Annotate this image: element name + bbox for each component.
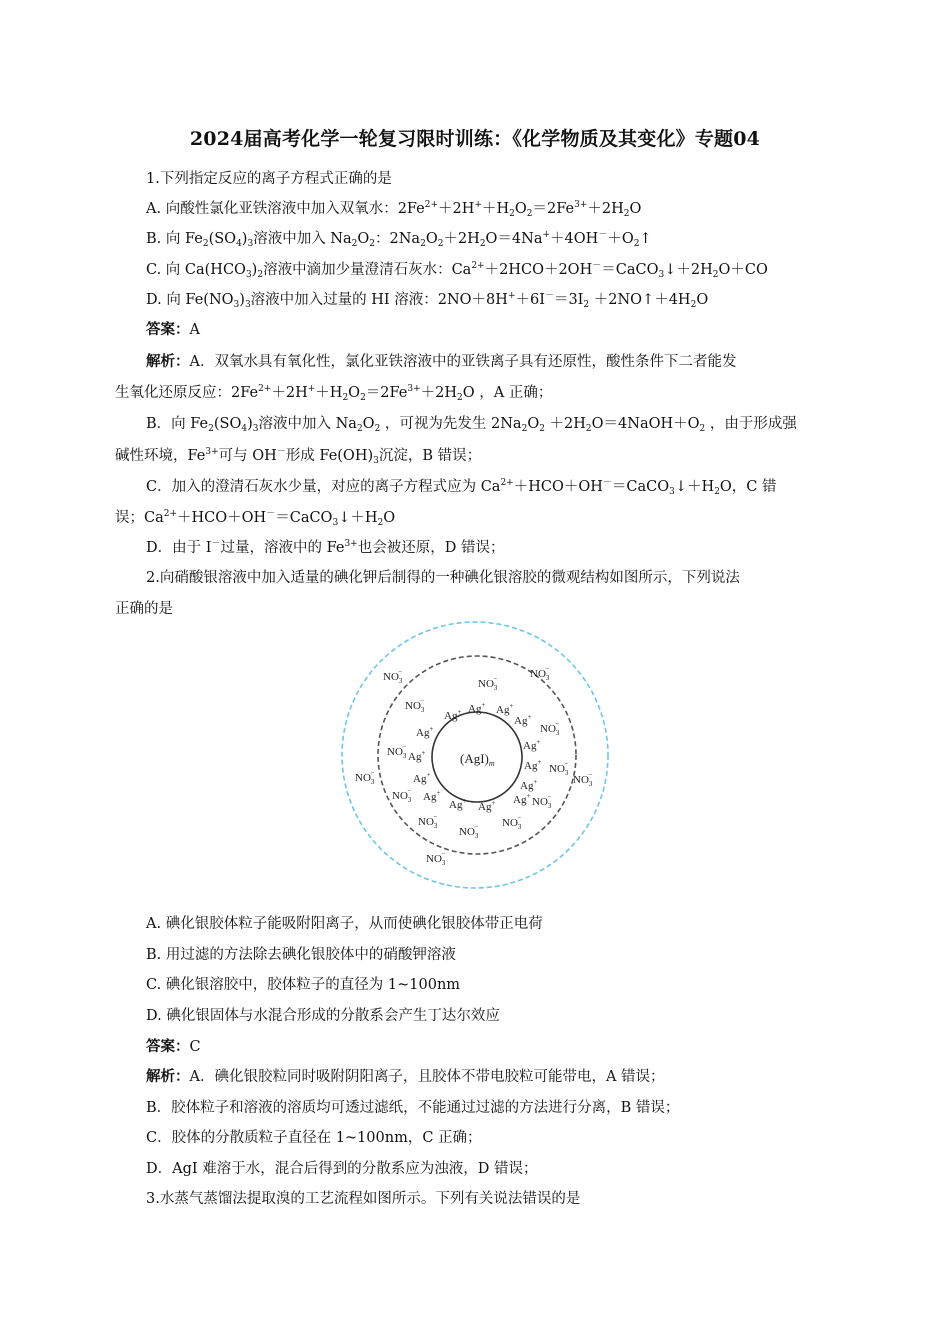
nitrate-ion-label: $NO_3-$ (355, 769, 375, 786)
nitrate-ion-label: $NO_3-$ (549, 760, 569, 777)
q1-analysis-c-line2: 误；$Ca^{2+}+HCO+OH^-=CaCO_3↓+H_2O$ (115, 509, 396, 528)
nitrate-ion-label: $NO_3-$ (540, 720, 560, 737)
ag-ion-label: Ag+ (496, 702, 514, 716)
ag-ion-label: Ag+ (413, 771, 431, 785)
q2-analysis-b: B．胶体粒子和溶液的溶质均可透过滤纸，不能通过过滤的方法进行分离，B 错误； (146, 1100, 680, 1116)
q3-stem: 3.水蒸气蒸馏法提取溴的工艺流程如图所示。下列有关说法错误的是 (146, 1191, 581, 1207)
nitrate-ion-label: $NO_3-$ (530, 665, 550, 682)
q1-analysis-a-line2: 生氧化还原反应：$2Fe^{2+}+2H^++H_2O_2=2Fe^{3+}+2H_2O$ ，A 正确； (115, 384, 553, 403)
q1-option-b: B. 向 $Fe_2(SO_4)_3$溶液中加入 $Na_2O_2$：$2Na_2O_2+2H_2O=4Na^++4OH^-+O_2↑$ (146, 230, 652, 249)
q2-option-a: A. 碘化银胶体粒子能吸附阳离子，从而使碘化银胶体带正电荷 (146, 916, 543, 932)
ag-ion-label: Ag+ (513, 792, 531, 806)
document-title: 2024届高考化学一轮复习限时训练：《化学物质及其变化》专题04 (189, 128, 761, 150)
nitrate-ion-label: $NO_3-$ (532, 793, 552, 810)
q2-option-d: D. 碘化银固体与水混合形成的分散系会产生丁达尔效应 (146, 1008, 500, 1024)
q2-option-b: B. 用过滤的方法除去碘化银胶体中的硝酸钾溶液 (146, 947, 456, 963)
ag-ion-label: Ag+ (524, 758, 542, 772)
q1-analysis-d: D．由于 I－过量，溶液中的 $Fe^{3+}$也会被还原，D 错误； (146, 539, 505, 556)
q1-answer: 答案：A (146, 321, 200, 338)
ag-ion-label: Ag+ (423, 789, 441, 803)
q2-stem-line2: 正确的是 (115, 601, 173, 617)
q1-analysis-a-line1: 解析：A．双氧水具有氧化性，氯化亚铁溶液中的亚铁离子具有还原性，酸性条件下二者能发 (146, 353, 737, 370)
q2-option-c: C. 碘化银溶胶中，胶体粒子的直径为 1~100nm (146, 977, 461, 993)
q2-stem-line1: 2.向硝酸银溶液中加入适量的碘化钾后制得的一种碘化银溶胶的微观结构如图所示，下列说法 (146, 570, 740, 586)
nitrate-ion-label: $NO_3-$ (387, 743, 407, 760)
nitrate-ion-label: $NO_3-$ (418, 813, 438, 830)
nitrate-ion-label: $NO_3-$ (383, 668, 403, 685)
nitrate-ion-label: $NO_3-$ (502, 814, 522, 831)
q1-option-c: C. 向 $Ca(HCO_3)_2$溶液中滴加少量澄清石灰水：$Ca^{2+}+2HCO+2OH^-=CaCO_3↓+2H_2O+CO$ (146, 261, 768, 280)
q2-answer: 答案：C (146, 1038, 201, 1055)
q2-analysis-a: 解析：A．碘化银胶粒同时吸附阴阳离子，且胶体不带电胶粒可能带电，A 错误； (146, 1068, 665, 1085)
q2-analysis-c: C．胶体的分散质粒子直径在 1~100nm，C 正确； (146, 1130, 482, 1146)
q1-analysis-b-line1: B．向 $Fe_2(SO_4)_3$溶液中加入 $Na_2O_2$ ，可视为先发生 $2Na_2O_2$ $+2H_2O=4NaOH+O_2$ ，由于形成强 (146, 416, 797, 434)
ag-ion-label: Ag+ (514, 713, 532, 727)
q2-analysis-d: D．AgI 难溶于水，混合后得到的分散系应为浊液，D 错误； (146, 1161, 538, 1177)
ions-layer (355, 665, 593, 867)
ag-ion-label: Ag+ (468, 701, 486, 715)
ag-ion-label: Ag+ (416, 725, 434, 739)
agi-colloid-diagram (330, 618, 620, 894)
ag-ion-label: Ag+ (520, 778, 538, 792)
q1-stem: 1.下列指定反应的离子方程式正确的是 (146, 171, 392, 187)
agi-core-label: $(AgI)_m$ (460, 751, 495, 768)
nitrate-ion-label: $NO_3-$ (405, 697, 425, 714)
q1-option-d: D. 向 $Fe(NO_3)_3$溶液中加入过量的 HI 溶液：$2NO+8H^++6I^-=3I_2$ $+2NO↑+4H_2O$ (146, 291, 709, 310)
ag-ion-label: Ag+ (408, 749, 426, 763)
nitrate-ion-label: $NO_3-$ (392, 787, 412, 804)
q1-analysis-c-line1: C．加入的澄清石灰水少量，对应的离子方程式应为 $Ca^{2+}+HCO+OH^-=CaCO_3↓+H_2O$，C 错 (146, 478, 777, 497)
nitrate-ion-label: $NO_3-$ (426, 850, 446, 867)
nitrate-ion-label: $NO_3-$ (573, 771, 593, 788)
ag-ion-label: Ag+ (478, 799, 496, 813)
ag-ion-label: Ag+ (444, 708, 462, 722)
q1-analysis-b-line2: 碱性环境，$Fe^{3+}$可与 OH－形成 $Fe(OH)_3$沉淀，B 错误； (115, 447, 482, 466)
ag-ion-label: Ag+ (523, 738, 541, 752)
ag-ion-label: Ag+ (449, 797, 467, 811)
nitrate-ion-label: $NO_3-$ (459, 823, 479, 840)
q1-option-a: A. 向酸性氯化亚铁溶液中加入双氧水：$2Fe^{2+}+2H^++H_2O_2=2Fe^{3+}+2H_2O$ (146, 200, 642, 219)
nitrate-ion-label: $NO_3-$ (478, 675, 498, 692)
